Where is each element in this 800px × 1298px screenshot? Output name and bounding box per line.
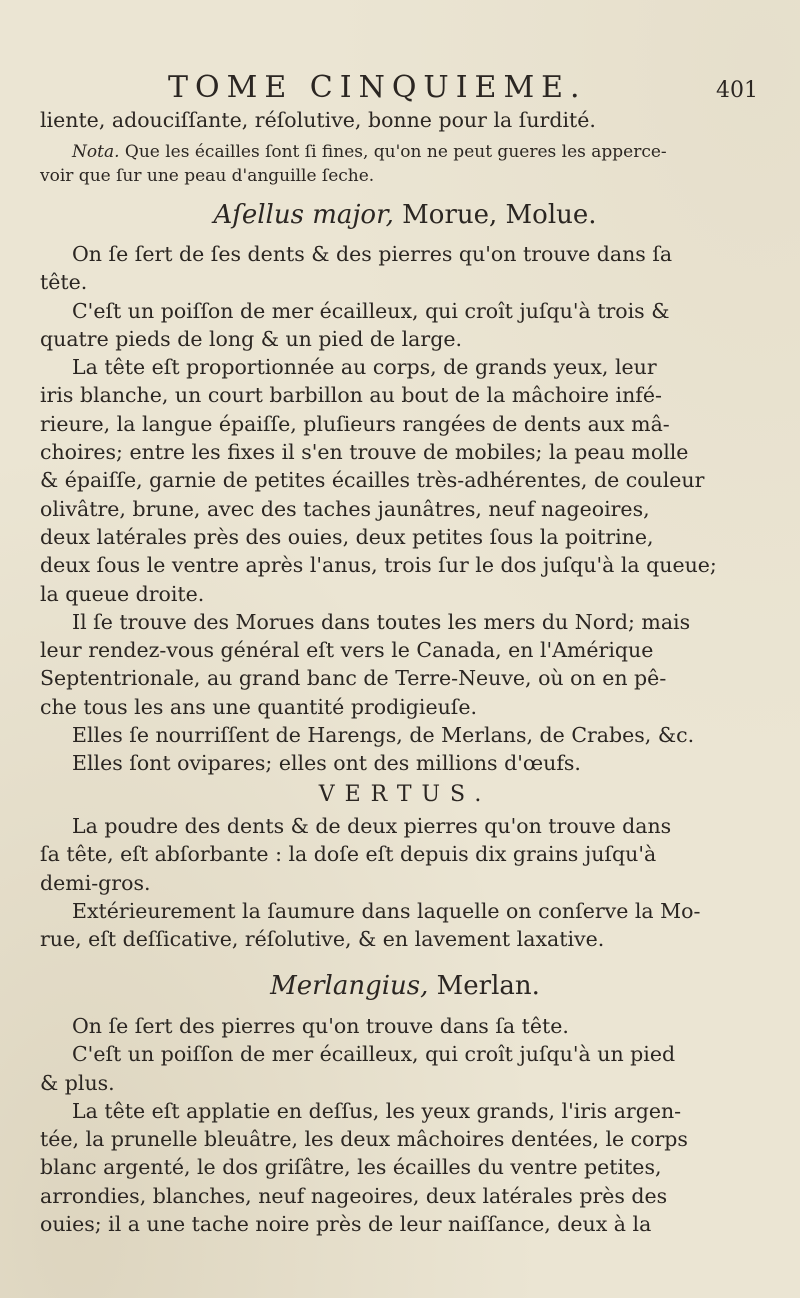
text-line: Elles ſont ovipares; elles ont des millions d'œufs. (72, 751, 581, 776)
text-line: ouies; il a une tache noire près de leur naiſſance, deux à la (40, 1212, 652, 1237)
text-line: La poudre des dents & de deux pierres qu'on trouve dans (72, 814, 672, 838)
section-body-merlan (40, 1012, 770, 1238)
text-line: On ſe ſert des pierres qu'on trouve dans ſa tête. (72, 1014, 569, 1038)
text-line: Extérieurement la ſaumure dans laquelle on conſerve la Mo- (72, 898, 701, 923)
nota-line-2: voir que ſur une peau d'anguille ſeche. (40, 166, 375, 186)
text-line: liente, adouciſſante, réſolutive, bonne pour la ſurdité. (40, 108, 596, 132)
nota-text-1: Que les écailles ſont ſi fines, qu'on ne peut gueres les apperce- (119, 142, 667, 162)
text-line: olivâtre, brune, avec des taches jaunâtres, neuf nageoires, (40, 496, 650, 521)
text-line: On ſe ſert de ſes dents & des pierres qu'on trouve dans ſa (72, 242, 673, 266)
nota-label: Nota. (72, 142, 120, 162)
section-body-morue (40, 240, 770, 778)
french-name: Morue, Molue. (393, 200, 597, 230)
text-line: deux ſous le ventre après l'anus, trois ſur le dos juſqu'à la queue; (40, 553, 717, 578)
text-line: iris blanche, un court barbillon au bout de la mâchoire infé- (40, 383, 662, 408)
text-line: blanc argenté, le dos griſâtre, les écailles du ventre petites, (40, 1155, 662, 1180)
text-line: deux latérales près des ouies, deux petites ſous la poitrine, (40, 524, 654, 549)
running-head (168, 70, 768, 106)
text-line: La tête eſt applatie en deſſus, les yeux grands, l'iris argen- (72, 1098, 682, 1123)
text-line: tée, la prunelle bleuâtre, les deux mâchoires dentées, le corps (40, 1127, 688, 1152)
text-line: C'eſt un poiſſon de mer écailleux, qui croît juſqu'à un pied (72, 1042, 676, 1067)
vertus-heading: VERTUS. (318, 782, 492, 807)
section-heading-morue (40, 197, 770, 233)
french-name: Merlan. (428, 971, 540, 1001)
text-line: C'eſt un poiſſon de mer écailleux, qui croît juſqu'à trois & (72, 298, 670, 323)
section-heading-merlan (40, 968, 770, 1004)
text-line: Elles ſe nourriſſent de Harengs, de Merlans, de Crabes, &c. (72, 723, 695, 748)
text-line: Septentrionale, au grand banc de Terre-Neuve, où on en pê- (40, 666, 667, 691)
text-line: arrondies, blanches, neuf nageoires, deux latérales près des (40, 1183, 668, 1208)
text-line: demi-gros. (40, 870, 151, 895)
text-line: & plus. (40, 1070, 115, 1095)
text-line: tête. (40, 270, 88, 295)
text-line: rieure, la langue épaiſſe, pluſieurs rangées de dents aux mâ- (40, 411, 670, 436)
text-line: ſa tête, eſt abſorbante : la doſe eſt depuis dix grains juſqu'à (40, 842, 657, 867)
text-line: rue, eſt deſſicative, réſolutive, & en lavement laxative. (40, 927, 605, 952)
text-line: & épaiſſe, garnie de petites écailles très-adhérentes, de couleur (40, 468, 705, 493)
running-title: TOME CINQUIEME. (168, 70, 587, 105)
opening-line (40, 106, 770, 134)
page-number: 401 (716, 78, 758, 103)
text-line: leur rendez-vous général eſt vers le Canada, en l'Amérique (40, 638, 654, 663)
text-line: la queue droite. (40, 581, 205, 606)
text-line: La tête eſt proportionnée au corps, de grands yeux, leur (72, 355, 657, 380)
text-line: choires; entre les fixes il s'en trouve de mobiles; la peau molle (40, 440, 689, 465)
text-line: Il ſe trouve des Morues dans toutes les mers du Nord; mais (72, 609, 691, 634)
nota-line-1 (40, 140, 770, 164)
latin-name: Aſellus major, (213, 200, 394, 230)
text-line: che tous les ans une quantité prodigieuſe. (40, 694, 478, 719)
nota-paragraph (40, 140, 770, 188)
vertus-body (40, 812, 770, 953)
text-line: quatre pieds de long & un pied de large. (40, 326, 462, 351)
latin-name: Merlangius, (270, 971, 429, 1001)
